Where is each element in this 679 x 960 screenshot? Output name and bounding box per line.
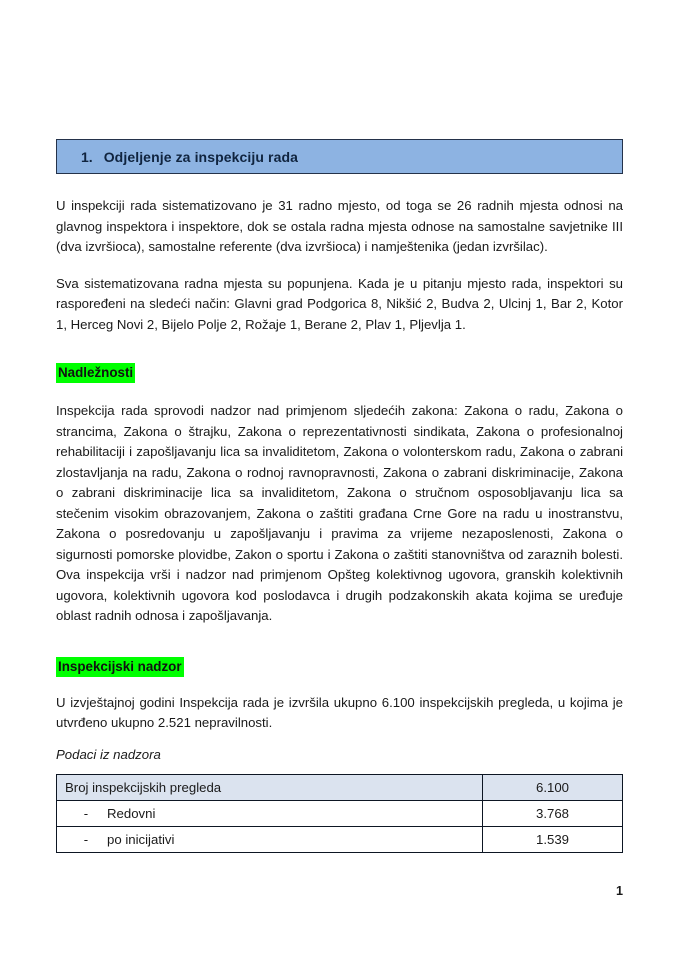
spacer bbox=[56, 383, 623, 401]
paragraph-inspections-summary: U izvještajnoj godini Inspekcija rada je izvršila ukupno 6.100 inspekcijskih pregleda, u kojima je utvrđeno ukupno 2.521 nepravilnosti. bbox=[56, 694, 623, 730]
bullet-dash: - bbox=[83, 805, 89, 821]
paragraph-competences: Inspekcija rada sprovodi nadzor nad primjenom sljedećih zakona: Zakona o radu, Zakona o strancima, Zakona o štrajku, Zakona o reprezentativnosti sindikata, Zakona o profesionalnoj rehabilitaciji i zapošljavanju lica sa invaliditetom, Zakona o volonterskom radu, Zakona o zabrani zlostavljanja na radu, Zakona o rodnoj ravnopravnosti, Zakona o zabrani diskriminacije, Zakona o zabrani diskriminacije lica sa invaliditetom, Zakona o stručnom osposobljavanju lica sa stečenim visokim obrazovanjem, Zakona o zaštiti građana Crne Gore na radu u inostranstvu, Zakona o posredovanju u zapošljavanju i pravima za vrijeme nezaposlenosti, Zakona o sigurnosti pomorske plovidbe, Zakon o sportu i Zakona o zaštiti stanovništva od zaraznih bolesti. Ova inspekcija vrši i nadzor nad primjenom Opšteg kolektivnog ugovora, granskih kolektivnih ugovora, kolektivnih ugovora kod poslodavca i drugih podzakonskih akata kojima se uređuje oblast radnih odnosa i zapošljavanja. bbox=[56, 403, 623, 623]
dash-label-group bbox=[65, 832, 474, 847]
paragraph-distribution: Sva sistematizovana radna mjesta su popunjena. Kada je u pitanju mjesto rada, inspektori su raspoređeni na sledeći način: Glavni grad Podgorica 8, Nikšić 2, Budva 2, Ulcinj 1, Bar 2, Kotor 1, Herceg Novi 2, Bijelo Polje 2, Rožaje 1, Berane 2, Plav 1, Pljevlja 1. bbox=[56, 275, 623, 332]
spacer bbox=[56, 174, 623, 196]
row-label-text: Redovni bbox=[107, 805, 156, 821]
dash-label-group bbox=[65, 806, 474, 821]
heading-nadleznosti: Nadležnosti bbox=[56, 363, 135, 383]
table-cell-label bbox=[57, 774, 483, 800]
table-cell-value: 3.768 bbox=[483, 800, 623, 826]
spacer bbox=[56, 677, 623, 693]
row-label-text: po inicijativi bbox=[107, 831, 175, 847]
table-cell-value: 6.100 bbox=[483, 774, 623, 800]
table-row bbox=[57, 800, 623, 826]
spacer bbox=[56, 764, 623, 774]
table-cell-label bbox=[57, 800, 483, 826]
inspection-data-table bbox=[56, 774, 623, 853]
table-row bbox=[57, 774, 623, 800]
spacer bbox=[56, 734, 623, 746]
bullet-dash: - bbox=[83, 831, 89, 847]
section-header-banner bbox=[56, 139, 623, 174]
heading-nadleznosti-wrap bbox=[56, 363, 623, 383]
section-number: 1. bbox=[81, 148, 93, 165]
row-label-text: Broj inspekcijskih pregleda bbox=[65, 779, 222, 795]
table-row bbox=[57, 826, 623, 852]
table-body bbox=[57, 774, 623, 852]
spacer bbox=[56, 258, 623, 274]
table-caption: Podaci iz nadzora bbox=[56, 746, 161, 762]
table-cell-label bbox=[57, 826, 483, 852]
paragraph-staffing: U inspekciji rada sistematizovano je 31 radno mjesto, od toga se 26 radnih mjesta odnosi na glavnog inspektora i inspektore, dok se ostala radna mjesta odnose na samostalne savjetnike III (dva izvršioca), samostalne referente (dva izvršioca) i namještenika (jedan izvršilac). bbox=[56, 198, 623, 254]
heading-inspekcijski-nadzor: Inspekcijski nadzor bbox=[56, 657, 184, 677]
section-title: Odjeljenje za inspekciju rada bbox=[103, 148, 298, 165]
table-cell-value: 1.539 bbox=[483, 826, 623, 852]
page-number: 1 bbox=[615, 884, 623, 898]
heading-inspekcijski-nadzor-wrap bbox=[56, 657, 623, 677]
spacer bbox=[56, 335, 623, 363]
page-content bbox=[56, 0, 623, 853]
spacer bbox=[56, 627, 623, 657]
